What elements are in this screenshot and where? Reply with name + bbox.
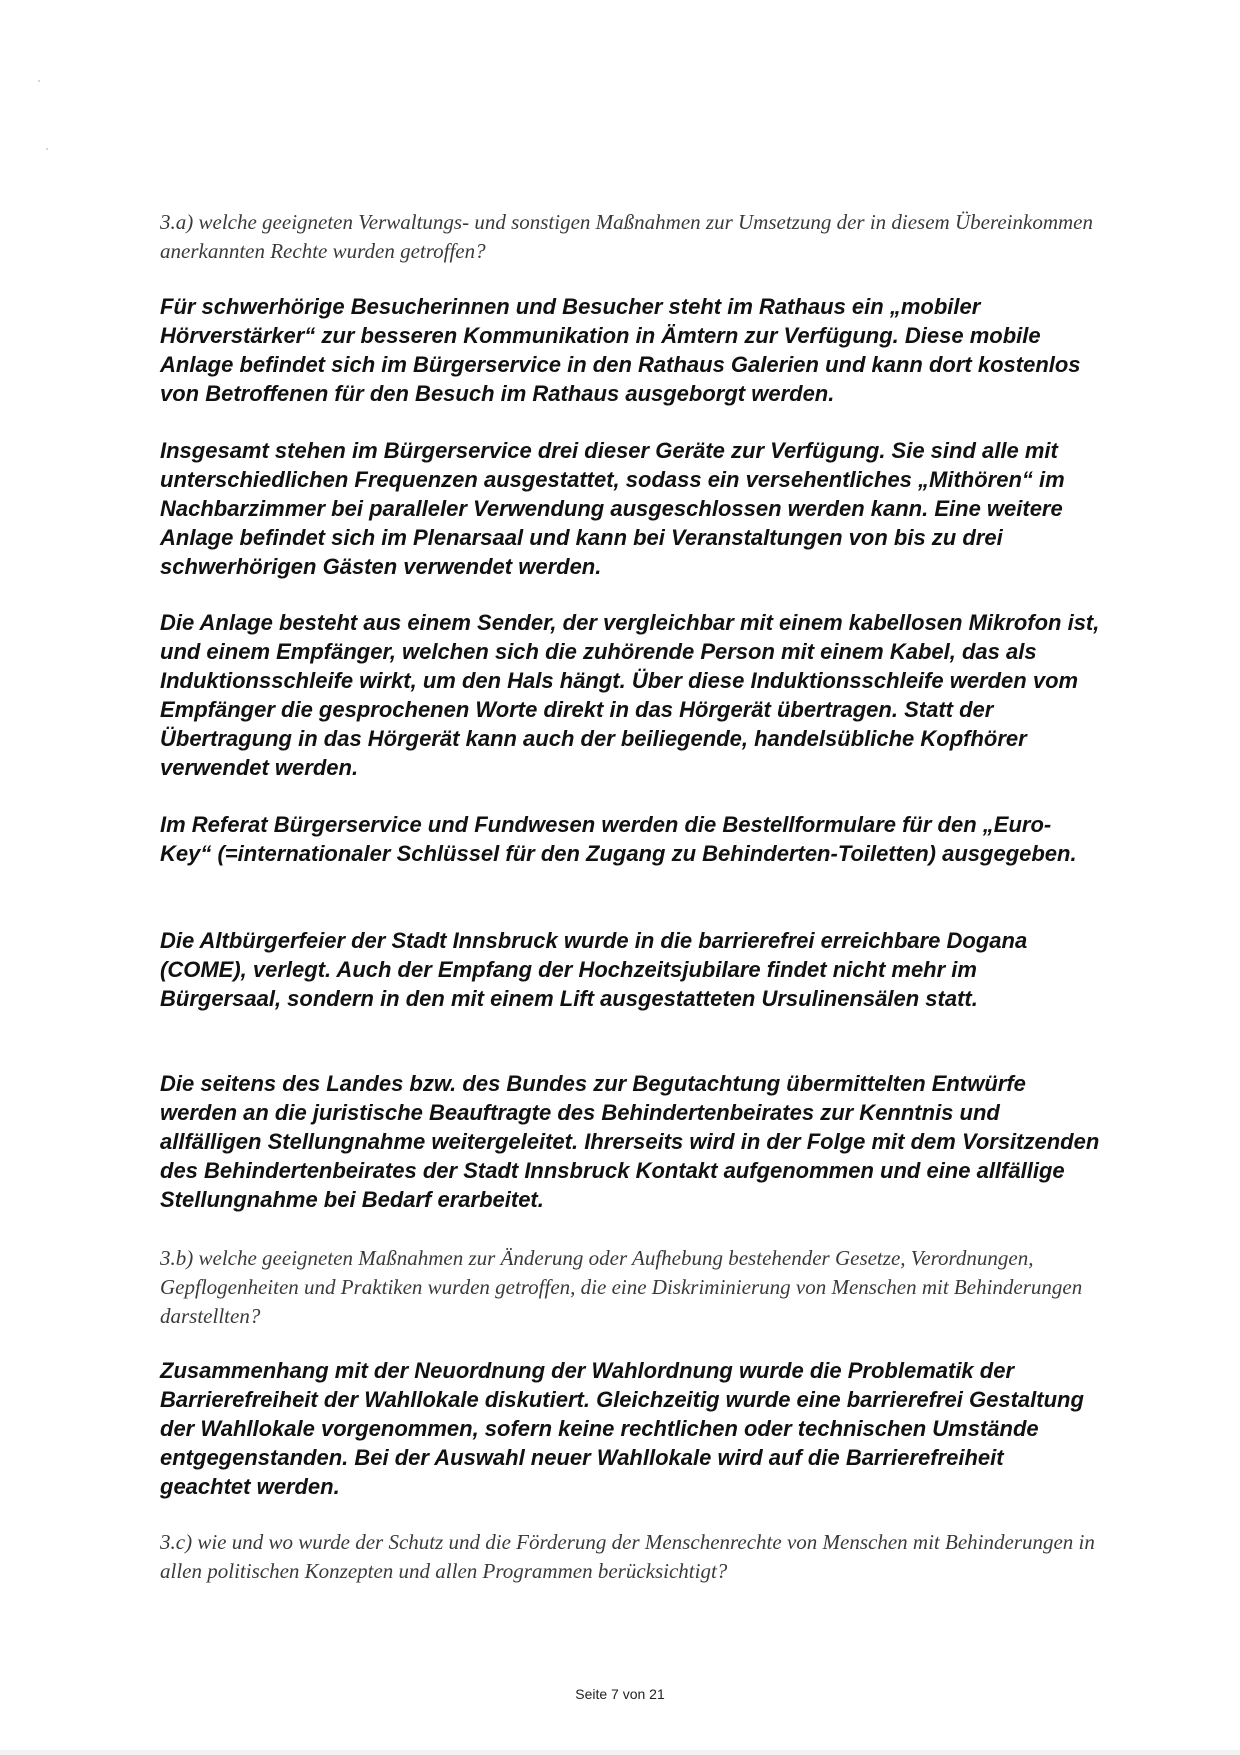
answer-paragraph-euro-key: Im Referat Bürgerservice und Fundwesen werden die Bestellformulare für den „Euro-Key“ (=internationaler Schlüssel für den Zugang zu Behinderten-Toiletten) ausgegeben. (160, 812, 1077, 866)
page-number-footer: Seite 7 von 21 (575, 1686, 665, 1702)
question-3b: 3.b) welche geeigneten Maßnahmen zur Änderung oder Aufhebung bestehender Gesetze, Verordnungen, Gepflogenheiten und Praktiken wurden getroffen, die eine Diskriminierung von Menschen mit Behinderungen darstellten? (160, 1246, 1083, 1328)
answer-paragraph-geraete: Insgesamt stehen im Bürgerservice drei dieser Geräte zur Verfügung. Sie sind alle mit unterschiedlichen Frequenzen ausgestattet, sodass ein versehentliches „Mithören“ im Nachbarzimmer bei paralleler Verwendung ausgeschlossen werden kann. Eine weitere Anlage befindet sich im Plenarsaal und kann bei Veranstaltungen von bis zu drei schwerhörigen Gästen verwendet werden. (160, 438, 1065, 579)
question-3a: 3.a) welche geeigneten Verwaltungs- und sonstigen Maßnahmen zur Umsetzung der in diesem Übereinkommen anerkannten Rechte wurden getroffen? (160, 210, 1093, 263)
question-3c: 3.c) wie und wo wurde der Schutz und die Förderung der Menschenrechte von Menschen mit Behinderungen in allen politischen Konzepten und allen Programmen berücksichtigt? (160, 1530, 1095, 1583)
answer-paragraph-anlage: Die Anlage besteht aus einem Sender, der vergleichbar mit einem kabellosen Mikrofon ist, und einem Empfänger, welchen sich die zuhörende Person mit einem Kabel, das als Induktionsschleife wirkt, um den Hals hängt. Über diese Induktionsschleife werden vom Empfänger die gesprochenen Worte direkt in das Hörgerät übertragen. Statt der Übertragung in das Hörgerät kann auch der beiliegende, handelsübliche Kopfhörer verwendet werden. (160, 610, 1100, 780)
answer-paragraph-wahllokale: Zusammenhang mit der Neuordnung der Wahlordnung wurde die Problematik der Barrierefreiheit der Wahllokale diskutiert. Gleichzeitig wurde eine barrierefrei Gestaltung der Wahllokale vorgenommen, sofern keine rechtlichen oder technischen Umstände entgegenstanden. Bei der Auswahl neuer Wahllokale wird auf die Barrierefreiheit geachtet werden. (160, 1358, 1084, 1499)
scan-speck (38, 80, 40, 82)
answer-paragraph-altbuergerfeier: Die Altbürgerfeier der Stadt Innsbruck wurde in die barrierefrei erreichbare Dogana (COME), verlegt. Auch der Empfang der Hochzeitsjubilare findet nicht mehr im Bürgersaal, sondern in den mit einem Lift ausgestatteten Ursulinensälen statt. (160, 928, 1028, 1011)
answer-paragraph-begutachtung: Die seitens des Landes bzw. des Bundes zur Begutachtung übermittelten Entwürfe werden an die juristische Beauftragte des Behindertenbeirates zur Kenntnis und allfälligen Stellungnahme weitergeleitet. Ihrerseits wird in der Folge mit dem Vorsitzenden des Behindertenbeirates der Stadt Innsbruck Kontakt aufgenommen und eine allfällige Stellungnahme bei Bedarf erarbeitet. (160, 1071, 1100, 1212)
scan-speck (46, 148, 48, 150)
scan-bottom-edge (0, 1750, 1240, 1755)
answer-paragraph-hoerverstaerker: Für schwerhörige Besucherinnen und Besucher steht im Rathaus ein „mobiler Hörverstärker“ zur besseren Kommunikation in Ämtern zur Verfügung. Diese mobile Anlage befindet sich im Bürgerservice in den Rathaus Galerien und kann dort kostenlos von Betroffenen für den Besuch im Rathaus ausgeborgt werden. (160, 294, 1081, 406)
